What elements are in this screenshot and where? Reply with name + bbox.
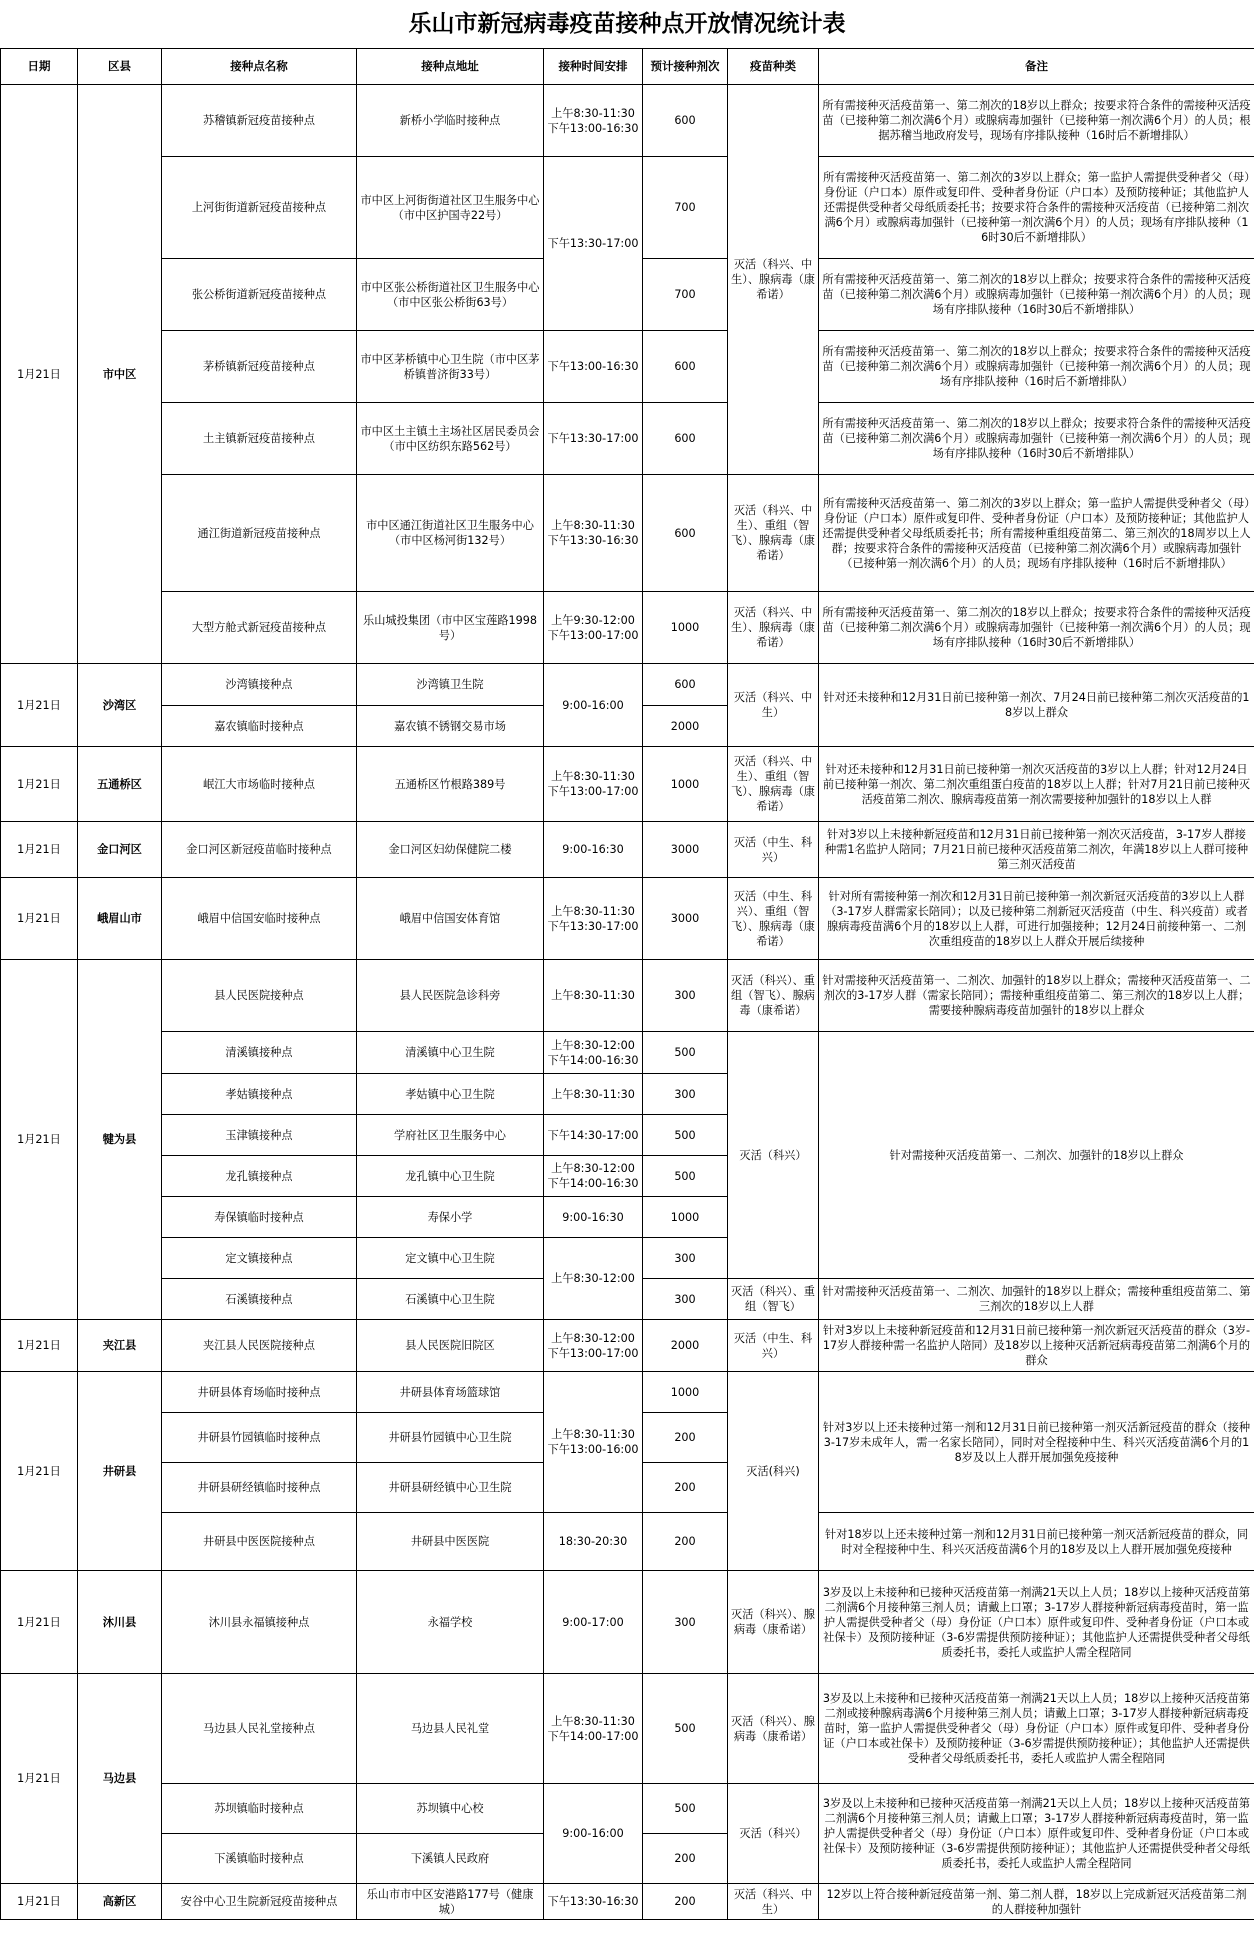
site-name: 通江街道新冠疫苗接种点 bbox=[162, 475, 357, 592]
schedule: 上午8:30-12:00 下午14:00-16:30 bbox=[544, 1156, 643, 1197]
doses: 500 bbox=[643, 1115, 728, 1156]
schedule: 上午8:30-11:30 下午13:00-16:00 bbox=[544, 1372, 643, 1513]
site-address: 井研县体育场篮球馆 bbox=[357, 1372, 544, 1413]
table-row bbox=[1, 403, 1254, 475]
remarks: 针对3岁以上未接种新冠疫苗和12月31日前已接种第一剂次新冠灭活疫苗的群众（3岁-17岁人群接种需一名监护人陪同）及18岁以上接种灭活新冠病毒疫苗第二剂满6个月的群众 bbox=[819, 1320, 1254, 1372]
remarks: 所有需接种灭活疫苗第一、第二剂次的3岁以上群众；第一监护人需提供受种者父（母）身份证（户口本）原件或复印件、受种者身份证（户口本）及预防接种证；其他监护人还需提供受种者父母纸质委托书；所有需接种重组疫苗第二、第三剂次的18周岁以上人群；按要求符合条件的需接种灭活疫苗（已接种第二剂次满6个月）或腺病毒加强针（已接种第一剂次满6个月）的人员；现场有序排队接种（16时后不新增排队） bbox=[819, 475, 1254, 592]
doses: 200 bbox=[643, 1413, 728, 1463]
schedule: 上午8:30-12:00 下午13:00-17:00 bbox=[544, 1320, 643, 1372]
site-address: 市中区茅桥镇中心卫生院（市中区茅桥镇普济街33号） bbox=[357, 331, 544, 403]
site-address: 沙湾镇卫生院 bbox=[357, 664, 544, 706]
site-name: 峨眉中信国安临时接种点 bbox=[162, 878, 357, 960]
date-cell: 1月21日 bbox=[1, 85, 78, 664]
doses: 600 bbox=[643, 331, 728, 403]
remarks: 针对18岁以上还未接种过第一剂和12月31日前已接种第一剂灭活新冠疫苗的群众，同时对全程接种中生、科兴灭活疫苗满6个月的18岁及以上人群开展加强免疫接种 bbox=[819, 1513, 1254, 1571]
site-name: 苏坝镇临时接种点 bbox=[162, 1784, 357, 1834]
header-doses: 预计接种剂次 bbox=[643, 49, 728, 85]
remarks: 所有需接种灭活疫苗第一、第二剂次的18岁以上群众；按要求符合条件的需接种灭活疫苗（已接种第二剂次满6个月）或腺病毒加强针（已接种第一剂次满6个月）的人员；现场有序排队接种（16时后不新增排队） bbox=[819, 331, 1254, 403]
site-address: 学府社区卫生服务中心 bbox=[357, 1115, 544, 1156]
remarks: 针对需接种灭活疫苗第一、二剂次、加强针的18岁以上群众；需接种重组疫苗第二、第三剂次的18岁以上人群 bbox=[819, 1279, 1254, 1320]
remarks: 所有需接种灭活疫苗第一、第二剂次的18岁以上群众；按要求符合条件的需接种灭活疫苗（已接种第二剂次满6个月）或腺病毒加强针（已接种第一剂次满6个月）的人员；现场有序排队接种（16时30后不新增排队） bbox=[819, 592, 1254, 664]
site-name: 马边县人民礼堂接种点 bbox=[162, 1674, 357, 1784]
site-name: 县人民医院接种点 bbox=[162, 960, 357, 1032]
vaccine-type: 灭活（科兴、中生） bbox=[728, 664, 819, 747]
doses: 500 bbox=[643, 1784, 728, 1834]
site-name: 玉津镇接种点 bbox=[162, 1115, 357, 1156]
schedule: 9:00-16:00 bbox=[544, 664, 643, 747]
doses: 3000 bbox=[643, 822, 728, 878]
schedule: 9:00-16:30 bbox=[544, 822, 643, 878]
header-site-name: 接种点名称 bbox=[162, 49, 357, 85]
site-name: 井研县研经镇临时接种点 bbox=[162, 1463, 357, 1513]
table-row bbox=[1, 1513, 1254, 1571]
site-address: 清溪镇中心卫生院 bbox=[357, 1032, 544, 1074]
schedule: 上午8:30-11:30 下午13:00-17:00 bbox=[544, 747, 643, 822]
schedule: 9:00-16:30 bbox=[544, 1197, 643, 1238]
county-cell: 井研县 bbox=[78, 1372, 162, 1571]
site-name: 苏稽镇新冠疫苗接种点 bbox=[162, 85, 357, 157]
doses: 600 bbox=[643, 85, 728, 157]
site-name: 龙孔镇接种点 bbox=[162, 1156, 357, 1197]
site-name: 清溪镇接种点 bbox=[162, 1032, 357, 1074]
schedule: 下午13:30-17:00 bbox=[544, 157, 643, 331]
schedule: 上午8:30-11:30 下午14:00-17:00 bbox=[544, 1674, 643, 1784]
doses: 500 bbox=[643, 1156, 728, 1197]
table-row bbox=[1, 157, 1254, 259]
site-address: 金口河区妇幼保健院二楼 bbox=[357, 822, 544, 878]
site-name: 定文镇接种点 bbox=[162, 1238, 357, 1279]
remarks: 所有需接种灭活疫苗第一、第二剂次的3岁以上群众；第一监护人需提供受种者父（母）身份证（户口本）原件或复印件、受种者身份证（户口本）及预防接种证；其他监护人还需提供受种者父母纸质委托书；按要求符合条件的需接种灭活疫苗（已接种第二剂次满6个月）或腺病毒加强针（已接种第一剂次满6个月）的人员；现场有序排队接种（16时30后不新增排队） bbox=[819, 157, 1254, 259]
doses: 2000 bbox=[643, 706, 728, 747]
table-row bbox=[1, 1320, 1254, 1372]
table-row bbox=[1, 85, 1254, 157]
doses: 1000 bbox=[643, 1372, 728, 1413]
county-cell: 金口河区 bbox=[78, 822, 162, 878]
doses: 300 bbox=[643, 1279, 728, 1320]
schedule: 上午8:30-11:30 下午13:30-17:00 bbox=[544, 878, 643, 960]
county-cell: 高新区 bbox=[78, 1884, 162, 1920]
county-cell: 马边县 bbox=[78, 1674, 162, 1884]
table-row bbox=[1, 878, 1254, 960]
site-name: 下溪镇临时接种点 bbox=[162, 1834, 357, 1884]
remarks: 针对需接种灭活疫苗第一、二剂次、加强针的18岁以上群众；需接种灭活疫苗第一、二剂次的3-17岁人群（需家长陪同）；需接种重组疫苗第二、第三剂次的18岁以上人群；需要接种腺病毒疫苗加强针的18岁以上群众 bbox=[819, 960, 1254, 1032]
remarks: 3岁及以上未接种和已接种灭活疫苗第一剂满21天以上人员；18岁以上接种灭活疫苗第二剂满6个月接种第三剂人员；请戴上口罩；3-17岁人群接种新冠病毒疫苗时，第一监护人需提供受种者父（母）身份证（户口本）原件或复印件、受种者身份证（户口本或社保卡）及预防接种证（3-6岁需提供预防接种证）；其他监护人还需提供受种者父母纸质委托书，委托人或监护人需全程陪同 bbox=[819, 1571, 1254, 1674]
site-address: 市中区土主镇土主场社区居民委员会（市中区纺织东路562号） bbox=[357, 403, 544, 475]
date-cell: 1月21日 bbox=[1, 878, 78, 960]
vaccine-type: 灭活（科兴、中生）、腺病毒（康希诺） bbox=[728, 592, 819, 664]
doses: 300 bbox=[643, 960, 728, 1032]
schedule: 9:00-17:00 bbox=[544, 1571, 643, 1674]
site-name: 上河街街道新冠疫苗接种点 bbox=[162, 157, 357, 259]
header-vaccine-type: 疫苗种类 bbox=[728, 49, 819, 85]
doses: 1000 bbox=[643, 747, 728, 822]
site-name: 寿保镇临时接种点 bbox=[162, 1197, 357, 1238]
site-name: 金口河区新冠疫苗临时接种点 bbox=[162, 822, 357, 878]
site-address: 乐山城投集团（市中区宝莲路1998号） bbox=[357, 592, 544, 664]
doses: 700 bbox=[643, 157, 728, 259]
vaccine-type: 灭活（科兴）、重组（智飞）、腺病毒（康希诺） bbox=[728, 960, 819, 1032]
remarks: 针对3岁以上还未接种过第一剂和12月31日前已接种第一剂灭活新冠疫苗的群众（接种3-17岁未成年人，需一名家长陪同），同时对全程接种中生、科兴灭活疫苗满6个月的18岁及以上人群开展加强免疫接种 bbox=[819, 1372, 1254, 1513]
site-name: 井研县竹园镇临时接种点 bbox=[162, 1413, 357, 1463]
site-address: 孝姑镇中心卫生院 bbox=[357, 1074, 544, 1115]
doses: 300 bbox=[643, 1238, 728, 1279]
county-cell: 沐川县 bbox=[78, 1571, 162, 1674]
vaccine-type: 灭活（科兴、中生）、重组（智飞）、腺病毒（康希诺） bbox=[728, 475, 819, 592]
doses: 200 bbox=[643, 1463, 728, 1513]
remarks: 所有需接种灭活疫苗第一、第二剂次的18岁以上群众；按要求符合条件的需接种灭活疫苗（已接种第二剂次满6个月）或腺病毒加强针（已接种第一剂次满6个月）的人员；现场有序排队接种（16时30后不新增排队） bbox=[819, 403, 1254, 475]
vaccine-type: 灭活(科兴) bbox=[728, 1372, 819, 1571]
site-address: 井研县研经镇中心卫生院 bbox=[357, 1463, 544, 1513]
table-row bbox=[1, 747, 1254, 822]
site-address: 井研县中医医院 bbox=[357, 1513, 544, 1571]
doses: 600 bbox=[643, 664, 728, 706]
schedule: 上午8:30-12:00 bbox=[544, 1238, 643, 1320]
date-cell: 1月21日 bbox=[1, 1884, 78, 1920]
site-name: 夹江县人民医院接种点 bbox=[162, 1320, 357, 1372]
site-name: 井研县体育场临时接种点 bbox=[162, 1372, 357, 1413]
remarks: 12岁以上符合接种新冠疫苗第一剂、第二剂人群，18岁以上完成新冠灭活疫苗第二剂的人群接种加强针 bbox=[819, 1884, 1254, 1920]
table-row bbox=[1, 1884, 1254, 1920]
vaccine-type: 灭活（科兴） bbox=[728, 1032, 819, 1279]
site-address: 市中区通江街道社区卫生服务中心（市中区杨河街132号） bbox=[357, 475, 544, 592]
site-name: 井研县中医医院接种点 bbox=[162, 1513, 357, 1571]
doses: 200 bbox=[643, 1834, 728, 1884]
doses: 200 bbox=[643, 1884, 728, 1920]
site-name: 沙湾镇接种点 bbox=[162, 664, 357, 706]
site-name: 茅桥镇新冠疫苗接种点 bbox=[162, 331, 357, 403]
vaccine-type: 灭活（科兴、中生） bbox=[728, 1884, 819, 1920]
site-address: 龙孔镇中心卫生院 bbox=[357, 1156, 544, 1197]
date-cell: 1月21日 bbox=[1, 1320, 78, 1372]
doses: 700 bbox=[643, 259, 728, 331]
vaccine-type: 灭活（科兴、中生）、重组（智飞）、腺病毒（康希诺） bbox=[728, 747, 819, 822]
remarks: 针对所有需接种第一剂次和12月31日前已接种第一剂次新冠灭活疫苗的3岁以上人群（3-17岁人群需家长陪同）；以及已接种第二剂新冠灭活疫苗（中生、科兴疫苗）或者腺病毒疫苗满6个月的18岁以上人群，可进行加强接种；12月24日前接种第一、二剂次重组疫苗的18岁以上人群众开展后续接种 bbox=[819, 878, 1254, 960]
site-address: 马边县人民礼堂 bbox=[357, 1674, 544, 1784]
schedule: 上午8:30-11:30 下午13:30-16:30 bbox=[544, 475, 643, 592]
site-address: 寿保小学 bbox=[357, 1197, 544, 1238]
table-row bbox=[1, 1372, 1254, 1413]
schedule: 上午9:30-12:00 下午13:00-17:00 bbox=[544, 592, 643, 664]
county-cell: 夹江县 bbox=[78, 1320, 162, 1372]
remarks: 所有需接种灭活疫苗第一、第二剂次的18岁以上群众；按要求符合条件的需接种灭活疫苗（已接种第二剂次满6个月）或腺病毒加强针（已接种第一剂次满6个月）的人员；根据苏稽当地政府发号，现场有序排队接种（16时后不新增排队） bbox=[819, 85, 1254, 157]
site-address: 新桥小学临时接种点 bbox=[357, 85, 544, 157]
vaccine-type: 灭活（中生、科兴） bbox=[728, 1320, 819, 1372]
doses: 1000 bbox=[643, 1197, 728, 1238]
site-name: 土主镇新冠疫苗接种点 bbox=[162, 403, 357, 475]
table-row bbox=[1, 822, 1254, 878]
site-name: 张公桥街道新冠疫苗接种点 bbox=[162, 259, 357, 331]
doses: 2000 bbox=[643, 1320, 728, 1372]
header-schedule: 接种时间安排 bbox=[544, 49, 643, 85]
schedule: 上午8:30-12:00 下午14:00-16:30 bbox=[544, 1032, 643, 1074]
header-site-address: 接种点地址 bbox=[357, 49, 544, 85]
site-address: 市中区张公桥街道社区卫生服务中心（市中区张公桥街63号） bbox=[357, 259, 544, 331]
remarks: 3岁及以上未接种和已接种灭活疫苗第一剂满21天以上人员；18岁以上接种灭活疫苗第二剂或接种腺病毒满6个月接种第三剂人员；请戴上口罩；3-17岁人群接种新冠病毒疫苗时，第一监护人需提供受种者父（母）身份证（户口本）原件或复印件、受种者身份证（户口本或社保卡）及预防接种证（3-6岁需提供预防接种证）；其他监护人还需提供受种者父母纸质委托书，委托人或监护人需全程陪同 bbox=[819, 1674, 1254, 1784]
site-address: 乐山市市中区安港路177号（健康城） bbox=[357, 1884, 544, 1920]
site-address: 定文镇中心卫生院 bbox=[357, 1238, 544, 1279]
schedule: 下午13:00-16:30 bbox=[544, 331, 643, 403]
site-address: 峨眉中信国安体育馆 bbox=[357, 878, 544, 960]
site-address: 嘉农镇不锈钢交易市场 bbox=[357, 706, 544, 747]
doses: 200 bbox=[643, 1513, 728, 1571]
vaccine-type: 灭活（科兴） bbox=[728, 1784, 819, 1884]
schedule: 上午8:30-11:30 bbox=[544, 960, 643, 1032]
vaccination-table bbox=[0, 48, 1254, 1920]
remarks: 所有需接种灭活疫苗第一、第二剂次的18岁以上群众；按要求符合条件的需接种灭活疫苗（已接种第二剂次满6个月）或腺病毒加强针（已接种第一剂次满6个月）的人员；现场有序排队接种（16时30后不新增排队） bbox=[819, 259, 1254, 331]
doses: 300 bbox=[643, 1571, 728, 1674]
site-address: 下溪镇人民政府 bbox=[357, 1834, 544, 1884]
date-cell: 1月21日 bbox=[1, 822, 78, 878]
remarks: 3岁及以上未接种和已接种灭活疫苗第一剂满21天以上人员；18岁以上接种灭活疫苗第二剂满6个月接种第三剂人员；请戴上口罩；3-17岁人群接种新冠病毒疫苗时，第一监护人需提供受种者父（母）身份证（户口本）原件或复印件、受种者身份证（户口本或社保卡）及预防接种证（3-6岁需提供预防接种证）；其他监护人还需提供受种者父母纸质委托书，委托人或监护人需全程陪同 bbox=[819, 1784, 1254, 1884]
county-cell: 五通桥区 bbox=[78, 747, 162, 822]
table-row bbox=[1, 1784, 1254, 1834]
site-name: 沐川县永福镇接种点 bbox=[162, 1571, 357, 1674]
schedule: 下午14:30-17:00 bbox=[544, 1115, 643, 1156]
site-name: 安谷中心卫生院新冠疫苗接种点 bbox=[162, 1884, 357, 1920]
date-cell: 1月21日 bbox=[1, 1372, 78, 1571]
table-row bbox=[1, 1032, 1254, 1074]
doses: 300 bbox=[643, 1074, 728, 1115]
site-name: 孝姑镇接种点 bbox=[162, 1074, 357, 1115]
page-title: 乐山市新冠病毒疫苗接种点开放情况统计表 bbox=[408, 10, 846, 37]
vaccine-type: 灭活（中生、科兴） bbox=[728, 822, 819, 878]
site-name: 岷江大市场临时接种点 bbox=[162, 747, 357, 822]
vaccine-type: 灭活（科兴、中生）、腺病毒（康希诺） bbox=[728, 85, 819, 475]
doses: 500 bbox=[643, 1674, 728, 1784]
table-row bbox=[1, 1674, 1254, 1784]
table-row bbox=[1, 475, 1254, 592]
site-address: 石溪镇中心卫生院 bbox=[357, 1279, 544, 1320]
site-address: 井研县竹园镇中心卫生院 bbox=[357, 1413, 544, 1463]
table-row bbox=[1, 664, 1254, 706]
site-name: 嘉农镇临时接种点 bbox=[162, 706, 357, 747]
site-name: 大型方舱式新冠疫苗接种点 bbox=[162, 592, 357, 664]
doses: 1000 bbox=[643, 592, 728, 664]
date-cell: 1月21日 bbox=[1, 747, 78, 822]
site-address: 永福学校 bbox=[357, 1571, 544, 1674]
county-cell: 市中区 bbox=[78, 85, 162, 664]
site-address: 市中区上河街街道社区卫生服务中心（市中区护国寺22号） bbox=[357, 157, 544, 259]
doses: 600 bbox=[643, 475, 728, 592]
site-name: 石溪镇接种点 bbox=[162, 1279, 357, 1320]
table-row bbox=[1, 331, 1254, 403]
remarks: 针对还未接种和12月31日前已接种第一剂次、7月24日前已接种第二剂次灭活疫苗的18岁以上群众 bbox=[819, 664, 1254, 747]
table-row bbox=[1, 1571, 1254, 1674]
county-cell: 犍为县 bbox=[78, 960, 162, 1320]
date-cell: 1月21日 bbox=[1, 1571, 78, 1674]
schedule: 18:30-20:30 bbox=[544, 1513, 643, 1571]
remarks: 针对需接种灭活疫苗第一、二剂次、加强针的18岁以上群众 bbox=[819, 1032, 1254, 1279]
schedule: 下午13:30-17:00 bbox=[544, 403, 643, 475]
doses: 600 bbox=[643, 403, 728, 475]
doses: 3000 bbox=[643, 878, 728, 960]
county-cell: 沙湾区 bbox=[78, 664, 162, 747]
vaccine-type: 灭活（科兴）、腺病毒（康希诺） bbox=[728, 1674, 819, 1784]
schedule: 下午13:30-16:30 bbox=[544, 1884, 643, 1920]
schedule: 上午8:30-11:30 bbox=[544, 1074, 643, 1115]
date-cell: 1月21日 bbox=[1, 1674, 78, 1884]
vaccine-type: 灭活（科兴）、重组（智飞） bbox=[728, 1279, 819, 1320]
schedule: 9:00-16:00 bbox=[544, 1784, 643, 1884]
site-address: 县人民医院旧院区 bbox=[357, 1320, 544, 1372]
vaccine-type: 灭活（中生、科兴）、重组（智飞）、腺病毒（康希诺） bbox=[728, 878, 819, 960]
schedule: 上午8:30-11:30 下午13:00-16:30 bbox=[544, 85, 643, 157]
header-date: 日期 bbox=[1, 49, 78, 85]
site-address: 苏坝镇中心校 bbox=[357, 1784, 544, 1834]
header-county: 区县 bbox=[78, 49, 162, 85]
vaccine-type: 灭活（科兴）、腺病毒（康希诺） bbox=[728, 1571, 819, 1674]
site-address: 五通桥区竹根路389号 bbox=[357, 747, 544, 822]
site-address: 县人民医院急诊科旁 bbox=[357, 960, 544, 1032]
remarks: 针对3岁以上未接种新冠疫苗和12月31日前已接种第一剂次灭活疫苗，3-17岁人群接种需1名监护人陪同；7月21日前已接种灭活疫苗第二剂次，年满18岁以上人群可接种第三剂灭活疫苗 bbox=[819, 822, 1254, 878]
table-row bbox=[1, 960, 1254, 1032]
doses: 500 bbox=[643, 1032, 728, 1074]
header-remarks: 备注 bbox=[819, 49, 1254, 85]
table-row bbox=[1, 592, 1254, 664]
remarks: 针对还未接种和12月31日前已接种第一剂次灭活疫苗的3岁以上人群；针对12月24日前已接种第一剂次、第二剂次重组蛋白疫苗的18岁以上人群；针对7月21日前已接种灭活疫苗第二剂次、腺病毒疫苗第一剂次需要接种加强针的18岁以上人群 bbox=[819, 747, 1254, 822]
county-cell: 峨眉山市 bbox=[78, 878, 162, 960]
date-cell: 1月21日 bbox=[1, 960, 78, 1320]
date-cell: 1月21日 bbox=[1, 664, 78, 747]
header-row bbox=[1, 49, 1254, 85]
